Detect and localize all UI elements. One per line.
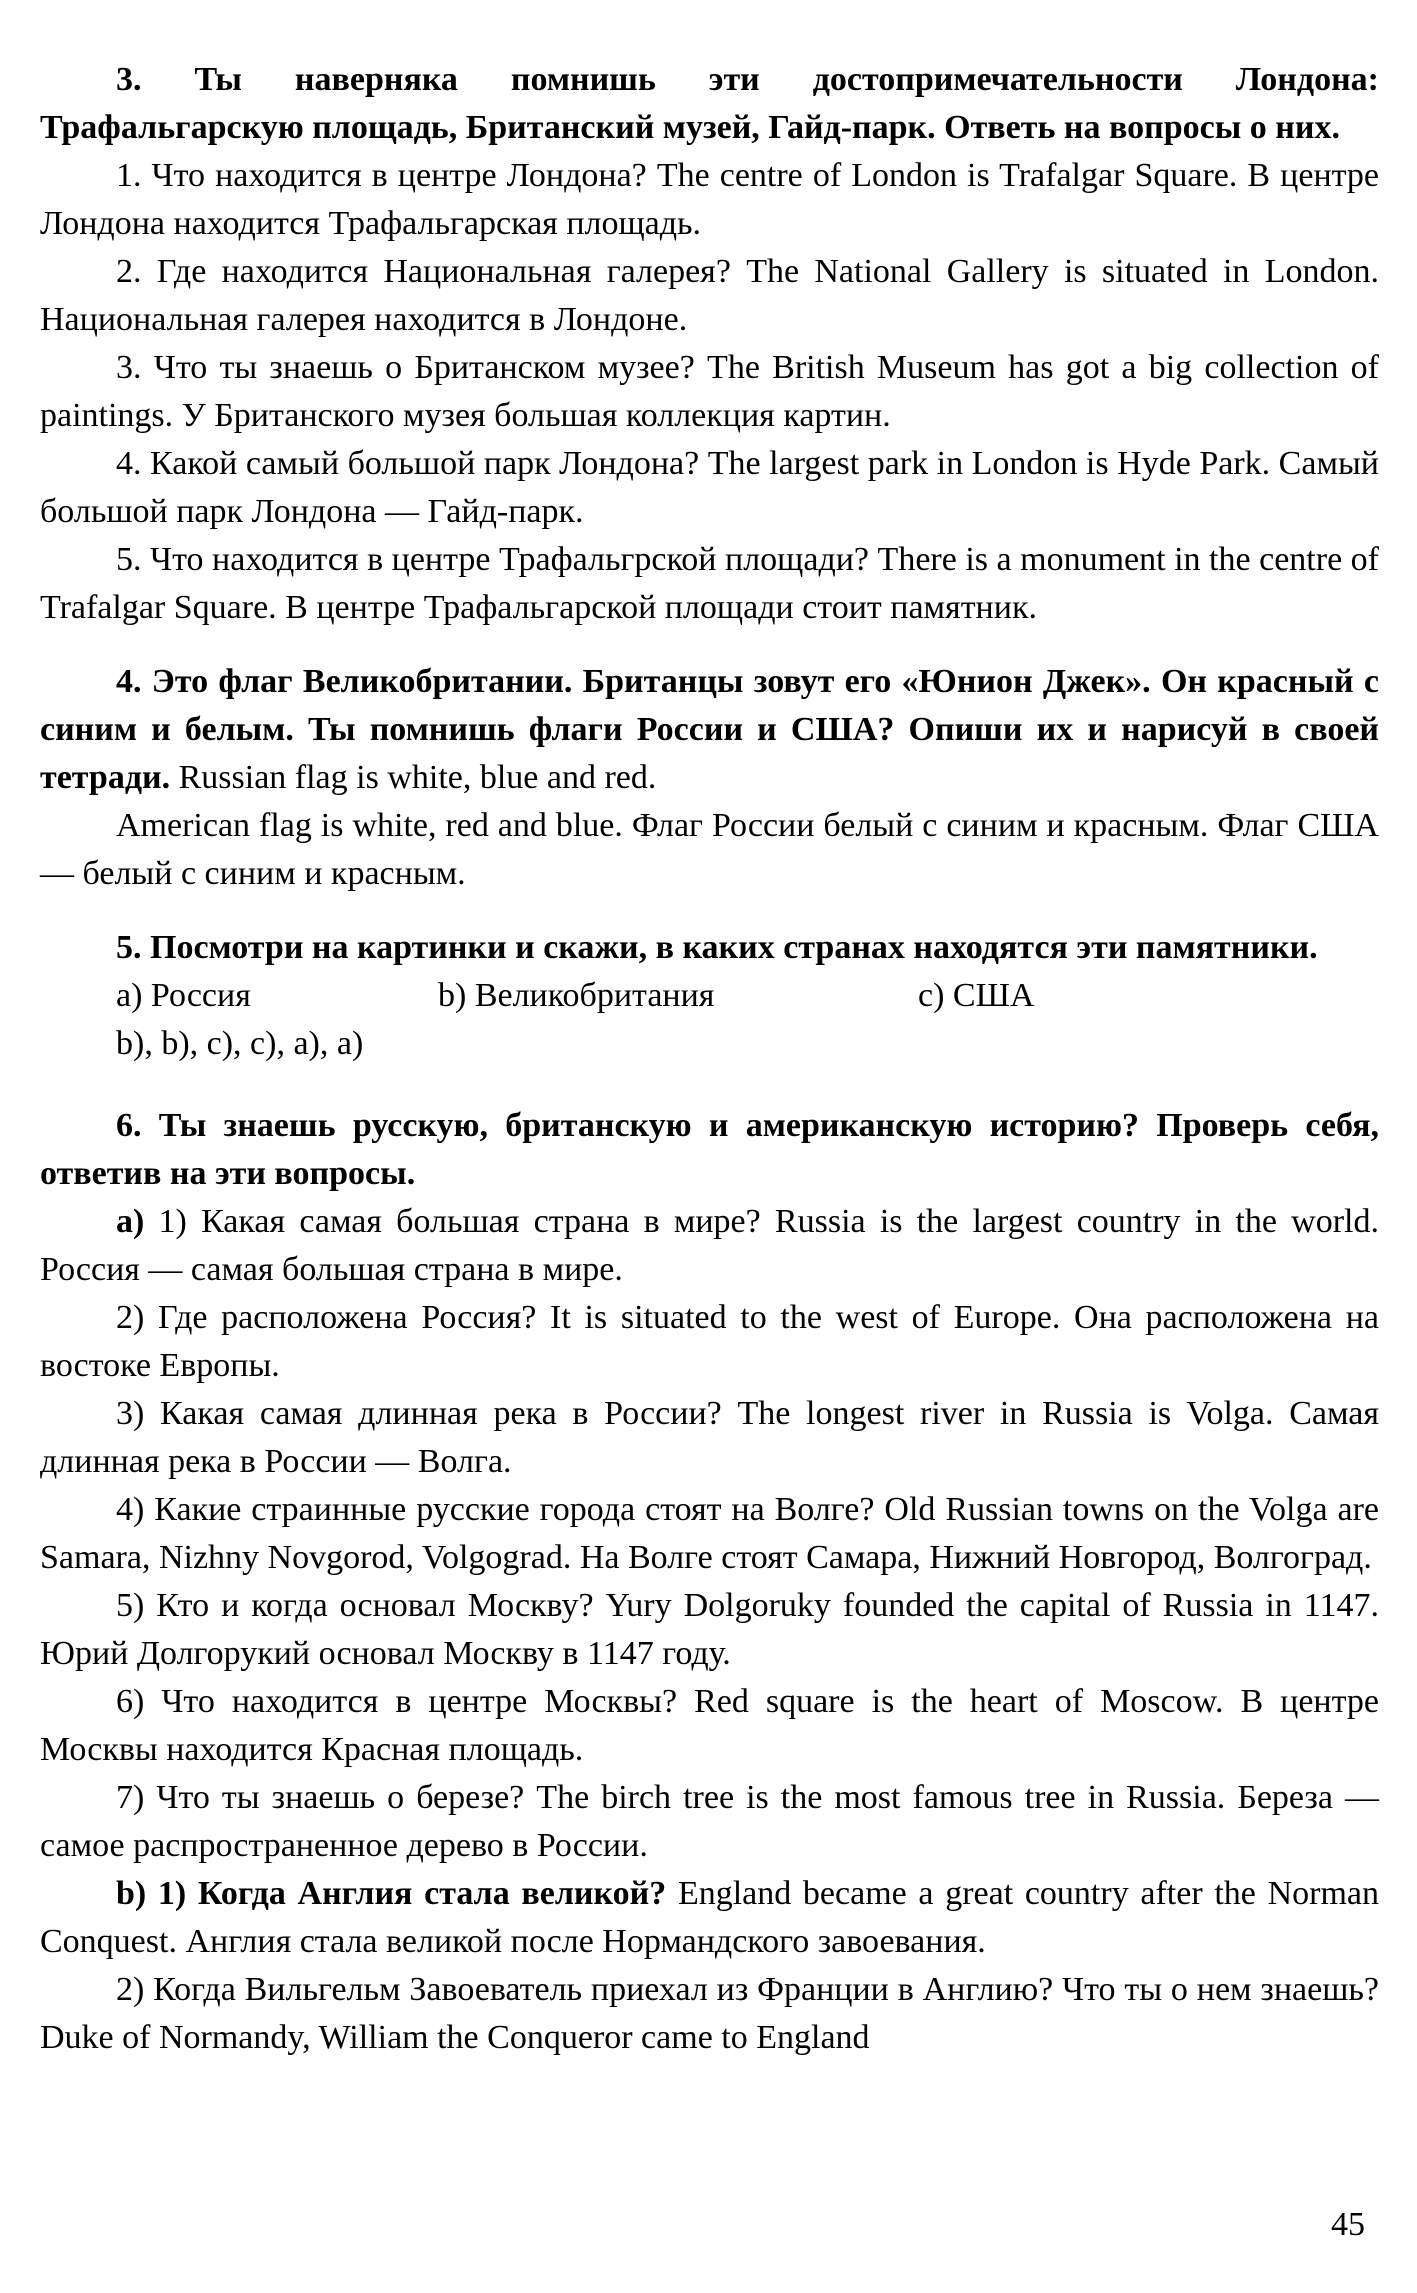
task4-answer [40, 802, 1379, 898]
text-segment: 1) Какая самая большая страна в мире? Russia is the largest country in the world. Россия — самая большая страна в мире. [40, 1203, 1379, 1288]
task5-options [40, 972, 1379, 1020]
bold-text-segment: 3. Ты наверняка помнишь эти достопримечательности Лондона: Трафальгарскую площадь, Британский музей, Гайд-парк. Ответь на вопросы о них. [40, 61, 1379, 146]
task6-a-q4 [40, 1486, 1379, 1582]
task3-heading [40, 56, 1379, 152]
page-content [40, 56, 1379, 2062]
task3-q1 [40, 152, 1379, 248]
option-label: а) Россия [116, 977, 251, 1014]
text-segment: 2. Где находится Национальная галерея? The National Gallery is situated in London. Национальная галерея находится в Лондоне. [40, 253, 1379, 338]
bold-text-segment: а) [116, 1203, 145, 1240]
text-segment: 4. Какой самый большой парк Лондона? The largest park in London is Hyde Park. Самый большой парк Лондона — Гайд-парк. [40, 445, 1379, 530]
page-number: 45 [1331, 2206, 1365, 2243]
bold-text-segment: 5. Посмотри на картинки и скажи, в каких странах находятся эти памятники. [116, 929, 1318, 966]
text-segment: England became a great country after the Norman Conquest. Англия стала великой после Нормандского завоевания. [40, 1875, 1379, 1960]
task6-a-q5 [40, 1582, 1379, 1678]
text-segment: b), b), c), c), a), a) [116, 1025, 364, 1062]
text-segment: 7) Что ты знаешь о березе? The birch tree is the most famous tree in Russia. Береза — самое распространенное дерево в России. [40, 1779, 1379, 1864]
task5-answer [40, 1020, 1379, 1068]
text-segment: 2) Когда Вильгельм Завоеватель приехал из Франции в Англию? Что ты о нем знаешь? Duke of Normandy, William the Conqueror came to England [40, 1971, 1379, 2056]
task3-q5 [40, 536, 1379, 632]
option-label: b) Великобритания [438, 977, 715, 1014]
task6-a-q1 [40, 1198, 1379, 1294]
task5-heading [40, 924, 1379, 972]
task6-b-q2 [40, 1966, 1379, 2062]
bold-text-segment: 6. Ты знаешь русскую, британскую и американскую историю? Проверь себя, ответив на эти вопросы. [40, 1107, 1379, 1192]
text-segment: 5) Кто и когда основал Москву? Yury Dolgoruky founded the capital of Russia in 1147. Юрий Долгорукий основал Москву в 1147 году. [40, 1587, 1379, 1672]
task3-q4 [40, 440, 1379, 536]
bold-text-segment: 4. Это флаг Великобритании. Британцы зовут его «Юнион Джек». Он красный с синим и белым. Ты помнишь флаги России и США? Опиши их и нарисуй в своей тетради. [40, 663, 1379, 796]
text-segment: 3. Что ты знаешь о Британском музее? The British Museum has got a big collection of paintings. У Британского музея большая коллекция картин. [40, 349, 1379, 434]
text-segment: 5. Что находится в центре Трафальгрской площади? There is a monument in the centre of Trafalgar Square. В центре Трафальгарской площади стоит памятник. [40, 541, 1379, 626]
task6-a-q2 [40, 1294, 1379, 1390]
option-label: c) США [918, 977, 1035, 1014]
text-segment: American flag is white, red and blue. Флаг России белый с синим и красным. Флаг США — белый с синим и красным. [40, 807, 1379, 892]
text-segment: 2) Где расположена Россия? It is situated to the west of Europe. Она расположена на востоке Европы. [40, 1299, 1379, 1384]
task3-q2 [40, 248, 1379, 344]
text-segment: 4) Какие страинные русские города стоят на Волге? Old Russian towns on the Volga are Samara, Nizhny Novgorod, Volgograd. На Волге стоят Самара, Нижний Новгород, Волгоград. [40, 1491, 1379, 1576]
task6-a-q3 [40, 1390, 1379, 1486]
text-segment: 1. Что находится в центре Лондона? The centre of London is Trafalgar Square. В центре Лондона находится Трафальгарская площадь. [40, 157, 1379, 242]
task6-a-q6 [40, 1678, 1379, 1774]
task6-b-q1 [40, 1870, 1379, 1966]
text-segment: 6) Что находится в центре Москвы? Red square is the heart of Moscow. В центре Москвы находится Красная площадь. [40, 1683, 1379, 1768]
task6-heading [40, 1102, 1379, 1198]
task4-heading [40, 658, 1379, 802]
task6-a-q7 [40, 1774, 1379, 1870]
text-segment: Russian flag is white, blue and red. [170, 759, 657, 796]
task3-q3 [40, 344, 1379, 440]
text-segment: 3) Какая самая длинная река в России? The longest river in Russia is Volga. Самая длинная река в России — Волга. [40, 1395, 1379, 1480]
bold-text-segment: b) 1) Когда Англия стала великой? [116, 1875, 667, 1912]
